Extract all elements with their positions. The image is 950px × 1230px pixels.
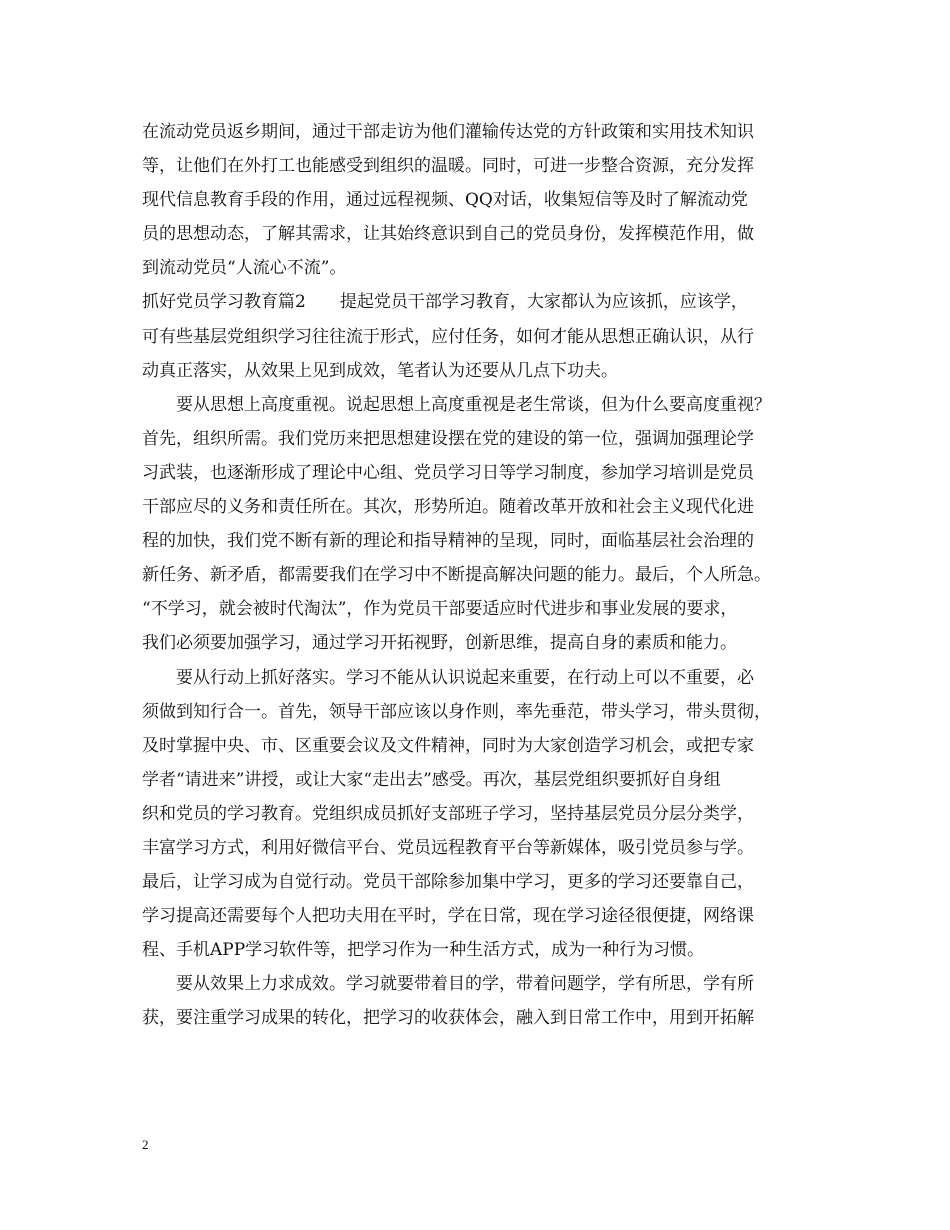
text-line: 员的思想动态，了解其需求，让其始终意识到自己的党员身份，发挥模范作用，做 (142, 224, 754, 245)
text-line: 学者“请进来”讲授，或让大家“走出去”感受。再次，基层党组织要抓好自身组 (142, 769, 721, 790)
text-line: 可有些基层党组织学习往往流于形式，应付任务，如何才能从思想正确认识，从行 (142, 326, 754, 347)
section-heading-line (142, 285, 812, 319)
text-line: 习武装，也逐渐形成了理论中心组、党员学习日等学习制度，参加学习培训是党员 (142, 462, 754, 483)
text-line: 最后，让学习成为自觉行动。党员干部除参加集中学习，更多的学习还要靠自己， (142, 872, 754, 893)
paragraph-first-line: 要从效果上力求成效。学习就要带着目的学，带着问题学，学有所思，学有所 (176, 974, 754, 995)
paragraph-first-line: 要从行动上抓好落实。学习不能从认识说起来重要，在行动上可以不重要，必 (176, 667, 754, 688)
text-line: 新任务、新矛盾，都需要我们在学习中不断提高解决问题的能力。最后，个人所急。 (142, 565, 771, 586)
paragraph-first-line: 要从思想上高度重视。说起思想上高度重视是老生常谈，但为什么要高度重视？ (176, 394, 771, 415)
text-line: 干部应尽的义务和责任所在。其次，形势所迫。随着改革开放和社会主义现代化进 (142, 497, 754, 518)
text-line: 动真正落实，从效果上见到成效，笔者认为还要从几点下功夫。 (142, 360, 618, 381)
text-line: 丰富学习方式，利用好微信平台、党员远程教育平台等新媒体，吸引党员参与学。 (142, 837, 754, 858)
text-line: 织和党员的学习教育。党组织成员抓好支部班子学习，坚持基层党员分层分类学， (142, 803, 754, 824)
text-line: 程的加快，我们党不断有新的理论和指导精神的呈现，同时，面临基层社会治理的 (142, 531, 754, 552)
text-line: 现代信息教育手段的作用，通过远程视频、QQ对话，收集短信等及时了解流动党 (142, 190, 748, 211)
text-line: 到流动党员“人流心不流”。 (142, 258, 347, 279)
text-line: 在流动党员返乡期间，通过干部走访为他们灌输传达党的方针政策和实用技术知识 (142, 122, 754, 142)
body-text (142, 115, 812, 1036)
text-line: 获，要注重学习成果的转化，把学习的收获体会，融入到日常工作中，用到开拓解 (142, 1008, 754, 1029)
text-line: “不学习，就会被时代淘汰”，作为党员干部要适应时代进步和事业发展的要求， (142, 599, 738, 620)
text-line: 首先，组织所需。我们党历来把思想建设摆在党的建设的第一位，强调加强理论学 (142, 428, 754, 449)
text-line: 及时掌握中央、市、区重要会议及文件精神，同时为大家创造学习机会，或把专家 (142, 735, 754, 756)
text-line: 须做到知行合一。首先，领导干部应该以身作则，率先垂范，带头学习，带头贯彻， (142, 701, 771, 722)
page-number: 2 (142, 1137, 149, 1152)
text-line: 我们必须要加强学习，通过学习开拓视野，创新思维，提高自身的素质和能力。 (142, 633, 737, 654)
section-title: 抓好党员学习教育篇2 (142, 292, 306, 313)
text-line: 等，让他们在外打工也能感受到组织的温暖。同时，可进一步整合资源，充分发挥 (142, 156, 754, 177)
section-intro-text: 提起党员干部学习教育，大家都认为应该抓，应该学， (339, 292, 748, 313)
text-line: 程、手机APP学习软件等，把学习作为一种生活方式，成为一种行为习惯。 (142, 940, 705, 961)
text-line: 学习提高还需要每个人把功夫用在平时，学在日常，现在学习途径很便捷，网络课 (142, 906, 754, 927)
